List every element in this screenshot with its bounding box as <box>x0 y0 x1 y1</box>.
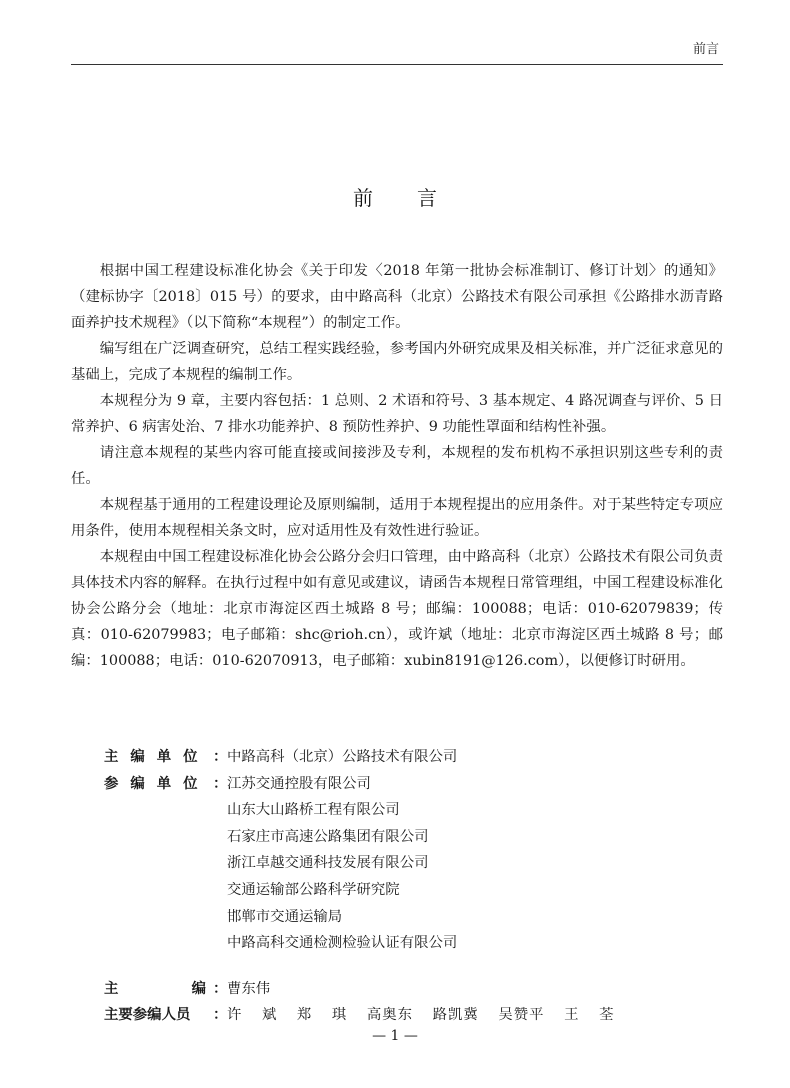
main-participants: 许 斌 郑 琪 高奥东 路凯冀 吴赞平 王 荃 <box>227 1007 615 1024</box>
chief-unit-label: 主编单位 <box>104 749 210 765</box>
chief-editor-row <box>104 976 664 1003</box>
paragraph-6: 本规程由中国工程建设标准化协会公路分会归口管理，由中路高科（北京）公路技术有限公司负责具体技术内容的解释。在执行过程中如有意见或建议，请函告本规程日常管理组，中国工程建设标准化协会公路分会（地址：北京市海淀区西土城路 8 号；邮编：100088；电话：010-62079839；传真：010-62079983；电子邮箱：shc@rioh.cn），或许斌（地址：北京市海淀区西土城路 8 号；邮编：100088；电话：010-62070913，电子邮箱：xubin8191@126.com），以便修订时研用。 <box>71 549 723 669</box>
participating-unit-item: 山东大山路桥工程有限公司 <box>227 802 400 819</box>
participating-units-row <box>104 797 664 824</box>
participating-unit-item: 交通运输部公路科学研究院 <box>227 881 400 898</box>
page-number: — 1 — <box>372 1028 418 1044</box>
header-rule <box>71 64 723 65</box>
chief-unit-row <box>104 744 664 771</box>
paragraph-1: 根据中国工程建设标准化协会《关于印发〈2018 年第一批协会标准制订、修订计划〉的通知》（建标协字〔2018〕015 号）的要求，由中路高科（北京）公路技术有限公司承担《公路排水沥青路面养护技术规程》（以下简称“本规程”）的制定工作。 <box>71 263 723 331</box>
participating-units-label: 参编单位 <box>104 775 210 792</box>
paragraph-3: 本规程分为 9 章，主要内容包括：1 总则、2 术语和符号、3 基本规定、4 路况调查与评价、5 日常养护、6 病害处治、7 排水功能养护、8 预防性养护、9 功能性罩面和结构性补强。 <box>71 393 723 435</box>
chief-editor-label: 主 编 <box>104 980 206 997</box>
paragraph-5: 本规程基于通用的工程建设理论及原则编制，适用于本规程提出的应用条件。对于某些特定专项应用条件，使用本规程相关条文时，应对适用性及有效性进行验证。 <box>71 497 723 539</box>
main-participants-row <box>104 1002 664 1029</box>
participating-units-row <box>104 930 664 957</box>
participating-unit-item: 邯郸市交通运输局 <box>227 908 343 925</box>
participating-unit-item: 中路高科交通检测检验认证有限公司 <box>227 935 458 952</box>
participating-unit-item: 江苏交通控股有限公司 <box>227 775 371 792</box>
chief-editor: 曹东伟 <box>227 980 271 997</box>
participating-unit-item: 浙江卓越交通科技发展有限公司 <box>227 855 429 872</box>
colon: ： <box>213 775 228 792</box>
participating-units-row <box>104 850 664 877</box>
paragraph-2: 编写组在广泛调查研究，总结工程实践经验，参考国内外研究成果及相关标准，并广泛征求意见的基础上，完成了本规程的编制工作。 <box>71 341 723 383</box>
chief-unit: 中路高科（北京）公路技术有限公司 <box>227 749 458 765</box>
credits-block <box>104 744 664 1029</box>
page-title: 前言 <box>353 186 481 210</box>
colon: ： <box>213 749 228 765</box>
participating-units-row <box>104 904 664 931</box>
running-header: 前言 <box>692 42 719 57</box>
preface-body <box>71 258 723 674</box>
participating-units-row <box>104 824 664 851</box>
participating-unit-item: 石家庄市高速公路集团有限公司 <box>227 828 429 845</box>
colon: ： <box>213 980 228 997</box>
colon: ： <box>213 1007 228 1024</box>
paragraph-4: 请注意本规程的某些内容可能直接或间接涉及专利，本规程的发布机构不承担识别这些专利的责任。 <box>71 445 723 487</box>
participating-units-row <box>104 877 664 904</box>
participating-units-row <box>104 771 664 798</box>
main-participants-label: 主要参编人员 <box>104 1007 191 1024</box>
